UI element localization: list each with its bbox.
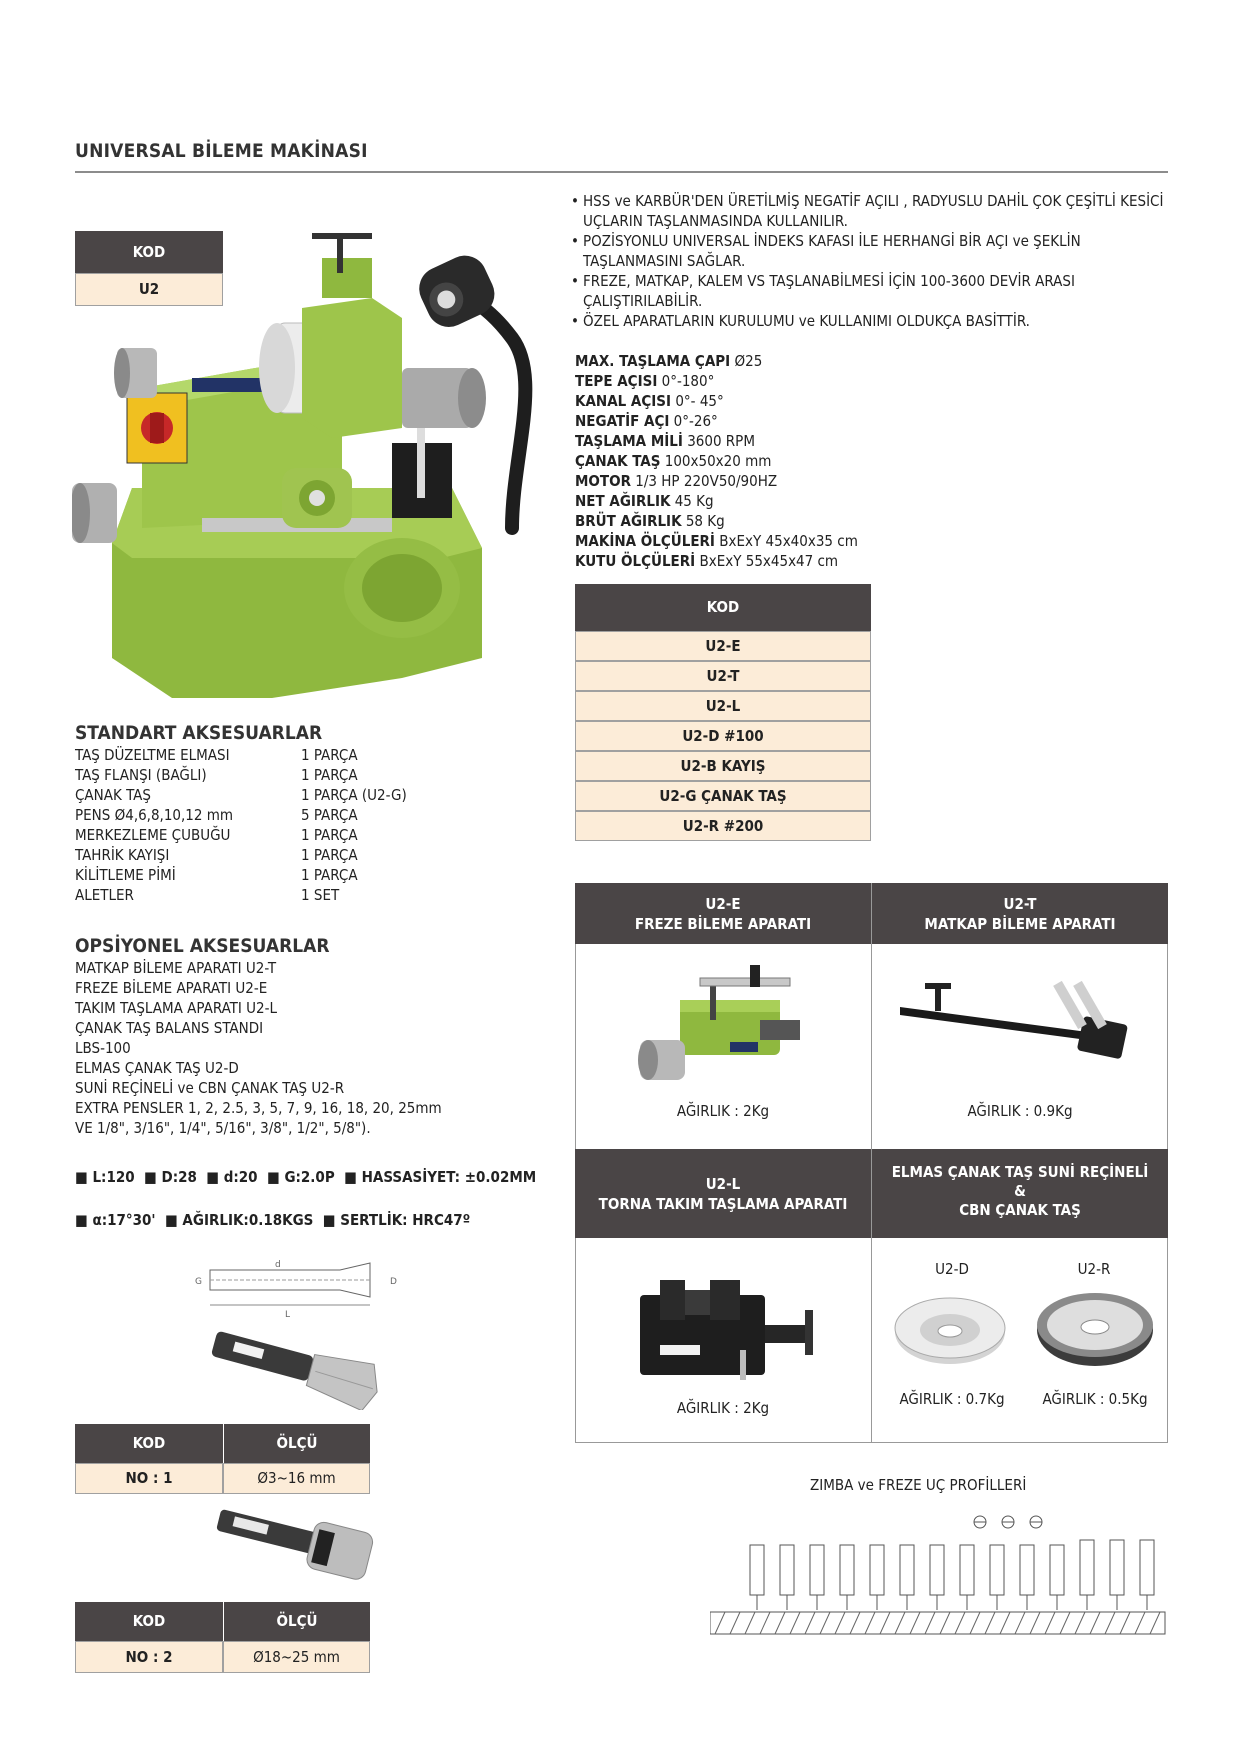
optional-accessories-list xyxy=(75,958,555,1138)
u2r-code: U2-R xyxy=(1077,1260,1111,1278)
u2t-name: MATKAP BİLEME APARATI xyxy=(924,915,1116,933)
standard-accessories-title: STANDART AKSESUARLAR xyxy=(75,722,323,744)
machine-image xyxy=(72,228,550,703)
code-list-item: U2-L xyxy=(575,691,871,721)
code-list-item: U2-D #100 xyxy=(575,721,871,751)
list-item: TAKIM TAŞLAMA APARATI U2-L xyxy=(75,999,277,1017)
u2r-weight: AĞIRLIK : 0.5Kg xyxy=(1042,1390,1148,1408)
u2l-code: U2-L xyxy=(705,1175,741,1193)
list-item: EXTRA PENSLER 1, 2, 2.5, 3, 5, 7, 9, 16, 18, 20, 25mm xyxy=(75,1099,442,1117)
collet-table-1-olcu: Ø3~16 mm xyxy=(223,1463,370,1494)
profiles-title: ZIMBA ve FREZE UÇ PROFİLLERİ xyxy=(810,1476,1027,1494)
list-item: FREZE BİLEME APARATI U2-E xyxy=(75,979,268,997)
wheels-line-1: ELMAS ÇANAK TAŞ SUNİ REÇİNELİ xyxy=(891,1163,1149,1181)
drawing-label-l: L xyxy=(285,1310,291,1320)
wheels-header xyxy=(872,1149,1168,1238)
spec-row: NET AĞIRLIK 45 Kg xyxy=(575,492,714,510)
list-item: MERKEZLEME ÇUBUĞU 1 PARÇA xyxy=(75,826,358,844)
spec-row: MOTOR 1/3 HP 220V50/90HZ xyxy=(575,472,778,490)
code-table-header: KOD xyxy=(75,231,223,273)
drawing-label-d: d xyxy=(275,1260,281,1270)
feature-item: • POZİSYONLU UNIVERSAL İNDEKS KAFASI İLE HERHANGİ BİR AÇI ve ŞEKLİN TAŞLANMASINI SAĞLAR. xyxy=(571,232,1081,270)
u2e-weight: AĞIRLIK : 2Kg xyxy=(676,1102,770,1120)
code-list-item: U2-B KAYIŞ xyxy=(575,751,871,781)
drawing-label-big-d: D xyxy=(390,1277,397,1287)
code-list-item: U2-T xyxy=(575,661,871,691)
optional-accessories-title: OPSİYONEL AKSESUARLAR xyxy=(75,935,330,957)
u2d-weight: AĞIRLIK : 0.7Kg xyxy=(899,1390,1005,1408)
u2l-image xyxy=(630,1270,835,1390)
list-item: ALETLER 1 SET xyxy=(75,886,340,904)
list-item: KİLİTLEME PİMİ 1 PARÇA xyxy=(75,866,358,884)
code-table-value: U2 xyxy=(75,273,223,306)
u2l-weight: AĞIRLIK : 2Kg xyxy=(676,1399,770,1417)
collet-table-2-olcu: Ø18~25 mm xyxy=(223,1641,370,1673)
collet-image-1 xyxy=(205,1330,390,1410)
drawing-label-g: G xyxy=(195,1277,202,1287)
code-list-header: KOD xyxy=(575,584,871,631)
list-item: TAHRİK KAYIŞI 1 PARÇA xyxy=(75,846,358,864)
u2l-header xyxy=(575,1149,871,1238)
list-item: MATKAP BİLEME APARATI U2-T xyxy=(75,959,277,977)
code-list-item: U2-E xyxy=(575,631,871,661)
code-list-item: U2-R #200 xyxy=(575,811,871,841)
list-item: TAŞ DÜZELTME ELMASI 1 PARÇA xyxy=(75,746,358,764)
u2d-code: U2-D xyxy=(935,1260,969,1278)
collet-table-2-header-olcu: ÖLÇÜ xyxy=(223,1602,370,1641)
u2e-name: FREZE BİLEME APARATI xyxy=(634,915,812,933)
u2d-wheel-image xyxy=(890,1290,1010,1370)
u2t-weight: AĞIRLIK : 0.9Kg xyxy=(967,1102,1073,1120)
page-title: UNIVERSAL BİLEME MAKİNASI xyxy=(75,140,368,162)
feature-item: • ÖZEL APARATLARIN KURULUMU ve KULLANIMI OLDUKÇA BASİTTİR. xyxy=(571,312,1030,330)
spec-row: TEPE AÇISI 0°-180° xyxy=(575,372,715,390)
wheels-amp: & xyxy=(1014,1182,1026,1200)
collet-table-2-kod: NO : 2 xyxy=(75,1641,223,1673)
features-list xyxy=(571,191,1171,331)
u2t-code: U2-T xyxy=(1003,895,1037,913)
u2r-wheel-image xyxy=(1033,1285,1158,1370)
spec-row: ÇANAK TAŞ 100x50x20 mm xyxy=(575,452,772,470)
u2t-header xyxy=(872,883,1168,944)
list-item: TAŞ FLANŞI (BAĞLI) 1 PARÇA xyxy=(75,766,358,784)
spec-row: TAŞLAMA MİLİ 3600 RPM xyxy=(575,432,755,450)
feature-item: • HSS ve KARBÜR'DEN ÜRETİLMİŞ NEGATİF AÇILI , RADYUSLU DAHİL ÇOK ÇEŞİTLİ KESİCİ UÇLARIN TAŞLANMASINDA KULLANILIR. xyxy=(571,192,1164,230)
feature-item: • FREZE, MATKAP, KALEM VS TAŞLANABİLMESİ İÇİN 100-3600 DEVİR ARASI ÇALIŞTIRILABİLİR. xyxy=(571,272,1075,310)
list-item: LBS-100 xyxy=(75,1039,131,1057)
list-item: PENS Ø4,6,8,10,12 mm 5 PARÇA xyxy=(75,806,358,824)
u2l-name: TORNA TAKIM TAŞLAMA APARATI xyxy=(598,1195,848,1213)
code-list-item: U2-G ÇANAK TAŞ xyxy=(575,781,871,811)
spec-row: MAX. TAŞLAMA ÇAPI Ø25 xyxy=(575,352,763,370)
list-item: ELMAS ÇANAK TAŞ U2-D xyxy=(75,1059,239,1077)
collet-table-1-kod: NO : 1 xyxy=(75,1463,223,1494)
list-item: SUNİ REÇİNELİ ve CBN ÇANAK TAŞ U2-R xyxy=(75,1079,345,1097)
standard-accessories-list xyxy=(75,745,495,905)
spec-row: MAKİNA ÖLÇÜLERİ BxExY 45x40x35 cm xyxy=(575,532,858,550)
code-list xyxy=(575,631,871,841)
list-item: VE 1/8", 3/16", 1/4", 5/16", 3/8", 1/2", 5/8"). xyxy=(75,1119,371,1137)
list-item: ÇANAK TAŞ 1 PARÇA (U2-G) xyxy=(75,786,407,804)
u2t-image xyxy=(895,975,1150,1075)
spec-row: KUTU ÖLÇÜLERİ BxExY 55x45x47 cm xyxy=(575,552,839,570)
collet-table-2-header-kod: KOD xyxy=(75,1602,223,1641)
title-rule xyxy=(75,171,1168,173)
wheels-line-2: CBN ÇANAK TAŞ xyxy=(959,1201,1081,1219)
u2e-code: U2-E xyxy=(705,895,741,913)
collet-specs-line-2: ■ α:17°30' ■ AĞIRLIK:0.18KGS ■ SERTLİK: HRC47º xyxy=(75,1211,471,1229)
spec-list xyxy=(575,351,995,571)
collet-specs-line-1: ■ L:120 ■ D:28 ■ d:20 ■ G:2.0P ■ HASSASİYET: ±0.02MM xyxy=(75,1168,537,1186)
u2e-header xyxy=(575,883,871,944)
spec-row: BRÜT AĞIRLIK 58 Kg xyxy=(575,512,725,530)
collet-table-1-header-olcu: ÖLÇÜ xyxy=(223,1424,370,1463)
collet-drawing xyxy=(190,1255,410,1325)
u2e-image xyxy=(620,960,830,1090)
collet-table-1-header-kod: KOD xyxy=(75,1424,223,1463)
collet-image-2 xyxy=(210,1505,390,1585)
spec-row: KANAL AÇISI 0°- 45° xyxy=(575,392,724,410)
profiles-drawing xyxy=(710,1500,1175,1635)
list-item: ÇANAK TAŞ BALANS STANDI xyxy=(75,1019,264,1037)
spec-row: NEGATİF AÇI 0°-26° xyxy=(575,412,718,430)
